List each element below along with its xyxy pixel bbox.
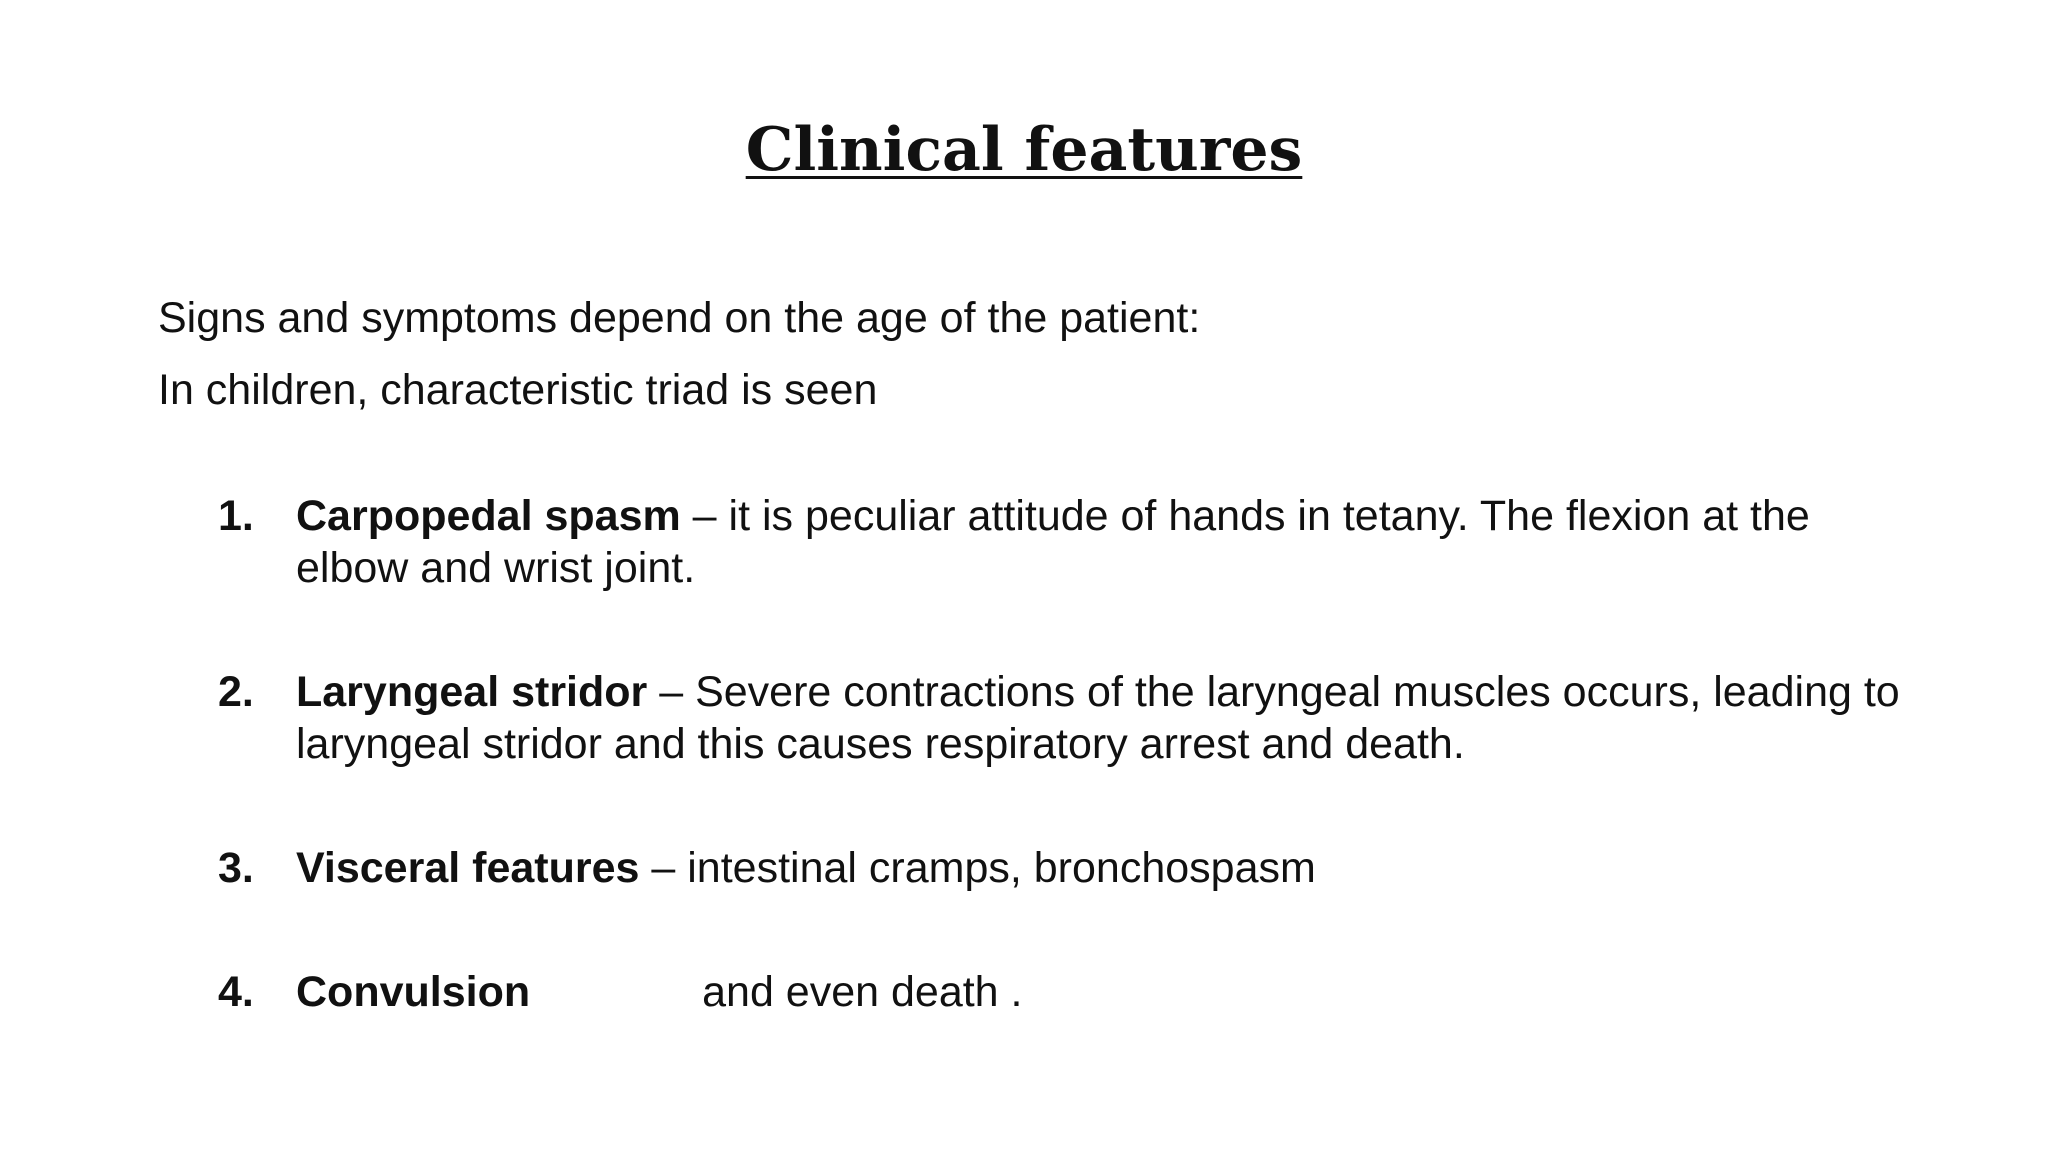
list-item-text: and even death . <box>702 968 1023 1016</box>
list-item-term: Carpopedal spasm <box>296 492 681 540</box>
list-item <box>218 966 1918 1018</box>
list-item-term: Visceral features <box>296 844 640 892</box>
list-item-number: 2. <box>218 668 254 716</box>
intro-line-2: In children, characteristic triad is seen <box>158 366 878 414</box>
list-item <box>218 842 1918 894</box>
intro-text <box>158 282 1908 426</box>
list-item-term: Convulsion <box>296 968 531 1016</box>
list-item-text: – intestinal cramps, bronchospasm <box>639 844 1316 892</box>
list-item-number: 4. <box>218 968 254 1016</box>
list-item <box>218 666 1918 770</box>
list-item-text: – Severe contractions of the laryngeal muscles occurs, leading to laryngeal stridor and this causes respiratory arrest and death. <box>296 668 1900 768</box>
list-item-number: 3. <box>218 844 254 892</box>
features-list <box>218 490 1918 1018</box>
list-item-text: – it is peculiar attitude of hands in tetany. The flexion at the elbow and wrist joint. <box>296 492 1810 592</box>
list-item-number: 1. <box>218 492 254 540</box>
slide-title <box>0 112 2048 188</box>
slide-title-text: Clinical features <box>745 115 1303 185</box>
intro-line-1: Signs and symptoms depend on the age of the patient: <box>158 294 1201 342</box>
list-item-term: Laryngeal stridor <box>296 668 648 716</box>
list-item <box>218 490 1918 594</box>
